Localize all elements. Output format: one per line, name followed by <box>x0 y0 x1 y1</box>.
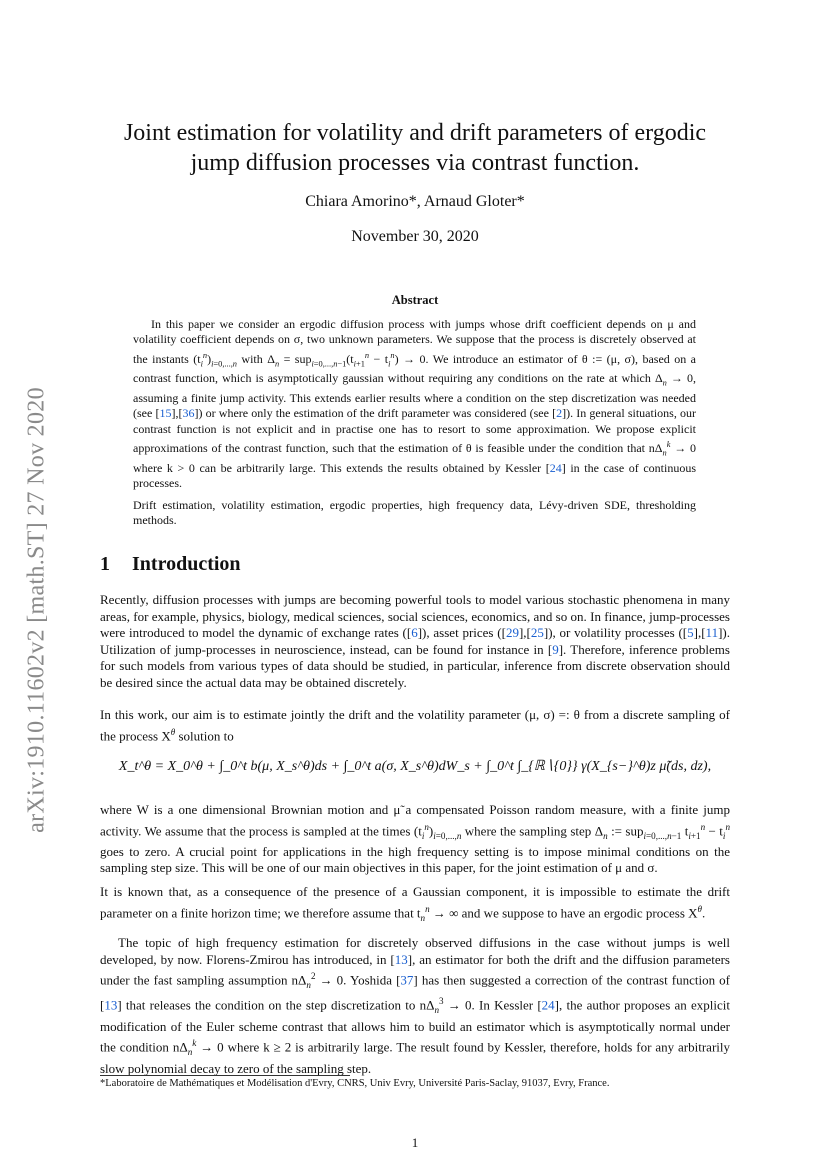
citation-link[interactable]: 11 <box>705 625 719 640</box>
section-number: 1 <box>100 553 110 575</box>
intro-paragraph-4: It is known that, as a consequence of the presence of a Gaussian component, it is impossible to estimate the drift parameter on a finite horizon time; we therefore assume that $t_n^n$ → ∞ and we suppose to have an ergodic process $X^\theta$. <box>100 884 730 923</box>
title-line-2: jump diffusion processes via contrast function. <box>190 150 640 176</box>
arxiv-id-text: arXiv:1910.11602v2 [math.ST] 27 Nov 2020 <box>23 387 50 833</box>
abstract-text: In this paper we consider an ergodic diffusion process with jumps whose drift coefficient depends on μ and volatility coefficient depends on σ, two unknown parameters. We suppose that the process is discretely observed at the instants $(t_i^n)_{i=0,...,n}$ with $\Delta_n = sup_{i=0,...,n-1}(t_{i+1}^n - t_i^n) \to 0$. We introduce an estimator of θ := (μ, σ), based on a contrast function, which is asymptotically gaussian without requiring any conditions on the rate at which $\Delta_n \to 0$, assuming a finite jump activity. This extends earlier results where a condition on the step discretization was needed (see [15],[36]) or where only the estimation of the drift parameter was considered (see [2]). In general situations, our contrast function is not explicit and in practise one has to resort to some approximation. We propose explicit approximations of the contrast function, such that the estimation of θ is feasible under the condition that $n\Delta_n^k \to 0$ where k > 0 can be arbitrarily large. This extends the results obtained by Kessler [24] in the case of continuous processes. <box>133 317 697 490</box>
publication-date: November 30, 2020 <box>351 228 479 245</box>
citation-link[interactable]: 5 <box>687 625 694 640</box>
footnote: *Laboratoire de Mathématiques et Modélisation d'Evry, CNRS, Univ Evry, Université Paris-Saclay, 91037, Evry, France. <box>100 1078 610 1089</box>
arxiv-side-identifier <box>22 330 52 890</box>
citation-link[interactable]: 37 <box>400 972 414 988</box>
sde-equation: X_t^θ = X_0^θ + ∫_0^t b(μ, X_s^θ)ds + ∫_0^t a(σ, X_s^θ)dW_s + ∫_0^t ∫_{ℝ∖{0}} γ(X_{s−}^θ)z μ̃(ds, dz), <box>118 759 712 774</box>
intro-paragraph-5: The topic of high frequency estimation for discretely observed diffusions in the case without jumps is well developed, by now. Florens-Zmirou has introduced, in [13], an estimator for both the drift and the diffusion parameters under the fast sampling assumption $n\Delta_n^2 \to 0$. Yoshida [37] has then suggested a correction of the contrast function of [13] that releases the condition on the step discretization to $n\Delta_n^3 \to 0$. In Kessler [24], the author proposes an explicit modification of the Euler scheme contrast that allows him to build an estimator which is asymptotically normal under the condition $n\Delta_n^k \to 0$ where k ≥ 2 is arbitrarily large. The result found by Kessler, therefore, holds for any arbitrarily slow polynomial decay to zero of the sampling step. <box>100 935 730 1076</box>
section-title: Introduction <box>132 553 241 575</box>
intro-paragraph-1: Recently, diffusion processes with jumps are becoming powerful tools to model various stochastic phenomena in many areas, for example, physics, biology, medical sciences, social sciences, economics, and so on. In finance, jump-processes were introduced to model the dynamic of exchange rates ([6]), asset prices ([29],[25]), or volatility processes ([5],[11]). Utilization of jump-processes in neuroscience, instead, can be found for instance in [9]. Therefore, inference problems for such models from various types of data should be studied, in particular, inference from discrete observation should be desired since the actual data may be obtained discretely. <box>100 592 730 690</box>
authors: Chiara Amorino*, Arnaud Gloter* <box>305 193 525 210</box>
citation-link[interactable]: 13 <box>104 997 118 1013</box>
citation-link[interactable]: 25 <box>530 625 544 640</box>
citation-link[interactable]: 29 <box>505 625 519 640</box>
paper-title <box>100 118 730 178</box>
footnote-rule <box>100 1075 350 1076</box>
abstract-heading: Abstract <box>391 293 439 307</box>
intro-paragraph-3: where W is a one dimensional Brownian motion and μ̃ a compensated Poisson random measure, with a finite jump activity. We assume that the process is sampled at the times $(t_i^n)_{i=0,...,n}$ where the sampling step $\Delta_n$ := sup$_{i=0,...,n-1}$ $t_{i+1}^n - t_i^n$ goes to zero. A crucial point for applications in the high frequency setting is to impose minimal conditions on the sampling step size. This will be one of our main objectives in this paper, for the joint estimation of μ and σ. <box>100 802 730 876</box>
citation-link[interactable]: 2 <box>556 406 563 421</box>
title-line-1: Joint estimation for volatility and drift parameters of ergodic <box>123 120 707 146</box>
citation-link[interactable]: 36 <box>182 406 195 421</box>
keywords: Drift estimation, volatility estimation, ergodic properties, high frequency data, Lévy-driven SDE, thresholding methods. <box>133 498 696 528</box>
citation-link[interactable]: 24 <box>549 460 562 475</box>
citation-link[interactable]: 13 <box>394 951 408 967</box>
citation-link[interactable]: 15 <box>159 406 172 421</box>
section-heading <box>100 553 241 576</box>
citation-link[interactable]: 9 <box>552 641 559 657</box>
page-number: 1 <box>411 1135 419 1150</box>
citation-link[interactable]: 24 <box>541 997 555 1013</box>
intro-paragraph-2: In this work, our aim is to estimate jointly the drift and the volatility parameter (μ, σ) =: θ from a discrete sampling of the process $X^\theta$ solution to <box>100 707 730 743</box>
citation-link[interactable]: 6 <box>411 625 418 640</box>
